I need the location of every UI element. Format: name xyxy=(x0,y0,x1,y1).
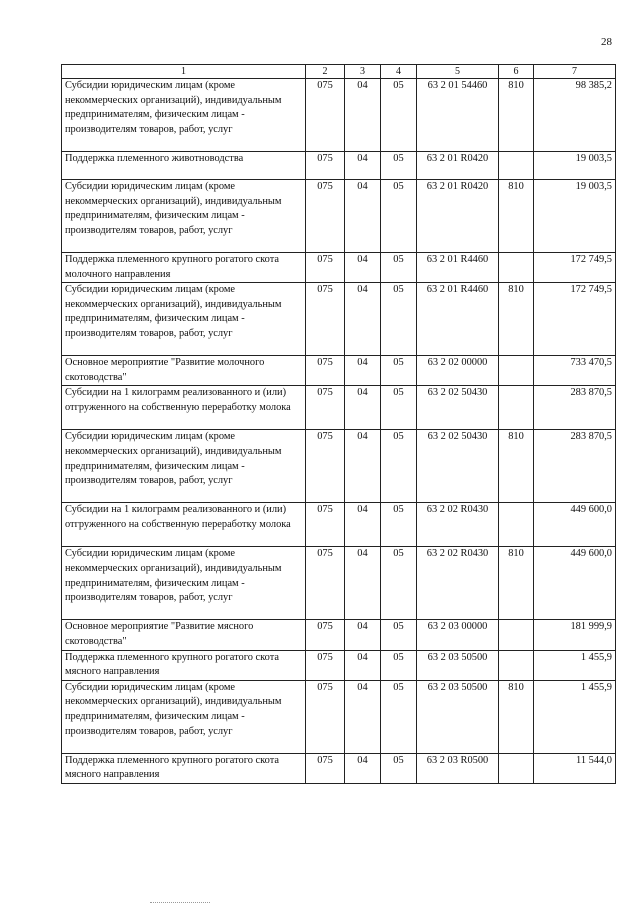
row-name-cell: Субсидии юридическим лицам (кроме некоммерческих организаций), индивидуальным предпринимателям, физическим лицам - производителям товаров, работ, услуг xyxy=(62,180,306,253)
row-col5-cell: 63 2 02 R0430 xyxy=(417,503,499,547)
column-header: 2 xyxy=(306,65,345,79)
row-name-cell: Субсидии на 1 килограмм реализованного и (или) отгруженного на собственную переработку молока xyxy=(62,386,306,430)
row-col3-cell: 04 xyxy=(345,386,381,430)
row-col4-cell: 05 xyxy=(381,547,417,620)
table-row xyxy=(62,503,616,547)
row-col6-cell: 810 xyxy=(499,547,534,620)
budget-table xyxy=(61,64,616,784)
row-col6-cell xyxy=(499,650,534,680)
row-col3-cell: 04 xyxy=(345,430,381,503)
row-col7-cell: 283 870,5 xyxy=(534,430,616,503)
table-row xyxy=(62,753,616,783)
row-name-cell: Субсидии на 1 килограмм реализованного и (или) отгруженного на собственную переработку молока xyxy=(62,503,306,547)
row-col2-cell: 075 xyxy=(306,152,345,180)
row-col3-cell: 04 xyxy=(345,680,381,753)
row-col4-cell: 05 xyxy=(381,180,417,253)
table-row xyxy=(62,283,616,356)
row-col2-cell: 075 xyxy=(306,620,345,650)
row-col6-cell xyxy=(499,253,534,283)
row-col6-cell xyxy=(499,503,534,547)
row-name-cell: Поддержка племенного крупного рогатого скота мясного направления xyxy=(62,753,306,783)
row-col2-cell: 075 xyxy=(306,503,345,547)
row-col2-cell: 075 xyxy=(306,283,345,356)
row-col4-cell: 05 xyxy=(381,283,417,356)
row-name-cell: Поддержка племенного животноводства xyxy=(62,152,306,180)
row-col4-cell: 05 xyxy=(381,650,417,680)
row-name-cell: Поддержка племенного крупного рогатого скота молочного направления xyxy=(62,253,306,283)
row-col3-cell: 04 xyxy=(345,650,381,680)
row-col3-cell: 04 xyxy=(345,547,381,620)
row-name-cell: Субсидии юридическим лицам (кроме некоммерческих организаций), индивидуальным предпринимателям, физическим лицам - производителям товаров, работ, услуг xyxy=(62,283,306,356)
row-col5-cell: 63 2 03 50500 xyxy=(417,680,499,753)
row-col5-cell: 63 2 03 50500 xyxy=(417,650,499,680)
row-col4-cell: 05 xyxy=(381,753,417,783)
row-col6-cell xyxy=(499,620,534,650)
row-name-cell: Субсидии юридическим лицам (кроме некоммерческих организаций), индивидуальным предпринимателям, физическим лицам - производителям товаров, работ, услуг xyxy=(62,79,306,152)
row-col5-cell: 63 2 01 R4460 xyxy=(417,283,499,356)
table-row xyxy=(62,650,616,680)
row-col5-cell: 63 2 02 50430 xyxy=(417,430,499,503)
row-name-cell: Субсидии юридическим лицам (кроме некоммерческих организаций), индивидуальным предпринимателям, физическим лицам - производителям товаров, работ, услуг xyxy=(62,680,306,753)
row-col5-cell: 63 2 02 00000 xyxy=(417,356,499,386)
column-header: 1 xyxy=(62,65,306,79)
row-col2-cell: 075 xyxy=(306,253,345,283)
row-col7-cell: 19 003,5 xyxy=(534,180,616,253)
column-header: 7 xyxy=(534,65,616,79)
row-col7-cell: 733 470,5 xyxy=(534,356,616,386)
row-col5-cell: 63 2 01 R0420 xyxy=(417,180,499,253)
row-col5-cell: 63 2 02 R0430 xyxy=(417,547,499,620)
row-col4-cell: 05 xyxy=(381,430,417,503)
row-col2-cell: 075 xyxy=(306,356,345,386)
table-row xyxy=(62,253,616,283)
row-col3-cell: 04 xyxy=(345,620,381,650)
row-col2-cell: 075 xyxy=(306,547,345,620)
row-col3-cell: 04 xyxy=(345,79,381,152)
column-header: 6 xyxy=(499,65,534,79)
column-header: 5 xyxy=(417,65,499,79)
row-name-cell: Субсидии юридическим лицам (кроме некоммерческих организаций), индивидуальным предпринимателям, физическим лицам - производителям товаров, работ, услуг xyxy=(62,430,306,503)
row-col6-cell xyxy=(499,386,534,430)
row-col6-cell xyxy=(499,356,534,386)
row-col5-cell: 63 2 01 R4460 xyxy=(417,253,499,283)
table-row xyxy=(62,386,616,430)
row-col7-cell: 449 600,0 xyxy=(534,503,616,547)
table-row xyxy=(62,152,616,180)
row-col2-cell: 075 xyxy=(306,180,345,253)
row-col5-cell: 63 2 01 R0420 xyxy=(417,152,499,180)
row-name-cell: Основное мероприятие "Развитие мясного скотоводства" xyxy=(62,620,306,650)
row-col3-cell: 04 xyxy=(345,753,381,783)
row-col7-cell: 11 544,0 xyxy=(534,753,616,783)
row-col4-cell: 05 xyxy=(381,79,417,152)
row-col7-cell: 172 749,5 xyxy=(534,253,616,283)
row-col6-cell xyxy=(499,753,534,783)
row-col7-cell: 172 749,5 xyxy=(534,283,616,356)
row-name-cell: Поддержка племенного крупного рогатого скота мясного направления xyxy=(62,650,306,680)
row-col2-cell: 075 xyxy=(306,680,345,753)
row-col2-cell: 075 xyxy=(306,386,345,430)
row-col7-cell: 449 600,0 xyxy=(534,547,616,620)
row-col4-cell: 05 xyxy=(381,356,417,386)
row-col2-cell: 075 xyxy=(306,650,345,680)
row-col7-cell: 283 870,5 xyxy=(534,386,616,430)
row-col2-cell: 075 xyxy=(306,753,345,783)
table-row xyxy=(62,180,616,253)
scan-mark xyxy=(150,902,210,903)
row-col5-cell: 63 2 02 50430 xyxy=(417,386,499,430)
table-row xyxy=(62,79,616,152)
row-col3-cell: 04 xyxy=(345,180,381,253)
row-col2-cell: 075 xyxy=(306,430,345,503)
row-col4-cell: 05 xyxy=(381,152,417,180)
table-row xyxy=(62,356,616,386)
row-col6-cell: 810 xyxy=(499,180,534,253)
row-col4-cell: 05 xyxy=(381,620,417,650)
row-col3-cell: 04 xyxy=(345,253,381,283)
row-col6-cell: 810 xyxy=(499,680,534,753)
table-row xyxy=(62,547,616,620)
table-row xyxy=(62,680,616,753)
row-col3-cell: 04 xyxy=(345,356,381,386)
row-col4-cell: 05 xyxy=(381,386,417,430)
row-col4-cell: 05 xyxy=(381,503,417,547)
header-row xyxy=(62,65,616,79)
row-col6-cell: 810 xyxy=(499,283,534,356)
row-col3-cell: 04 xyxy=(345,152,381,180)
row-name-cell: Основное мероприятие "Развитие молочного скотоводства" xyxy=(62,356,306,386)
row-col5-cell: 63 2 01 54460 xyxy=(417,79,499,152)
column-header: 4 xyxy=(381,65,417,79)
row-col6-cell xyxy=(499,152,534,180)
row-col7-cell: 1 455,9 xyxy=(534,650,616,680)
row-col3-cell: 04 xyxy=(345,503,381,547)
row-col4-cell: 05 xyxy=(381,680,417,753)
row-col6-cell: 810 xyxy=(499,79,534,152)
table-row xyxy=(62,620,616,650)
column-header: 3 xyxy=(345,65,381,79)
table-row xyxy=(62,430,616,503)
row-col6-cell: 810 xyxy=(499,430,534,503)
table-body xyxy=(62,79,616,784)
row-col7-cell: 1 455,9 xyxy=(534,680,616,753)
row-col7-cell: 19 003,5 xyxy=(534,152,616,180)
row-col3-cell: 04 xyxy=(345,283,381,356)
page-number: 28 xyxy=(601,36,612,48)
row-col7-cell: 98 385,2 xyxy=(534,79,616,152)
row-col7-cell: 181 999,9 xyxy=(534,620,616,650)
row-col5-cell: 63 2 03 00000 xyxy=(417,620,499,650)
row-name-cell: Субсидии юридическим лицам (кроме некоммерческих организаций), индивидуальным предпринимателям, физическим лицам - производителям товаров, работ, услуг xyxy=(62,547,306,620)
row-col5-cell: 63 2 03 R0500 xyxy=(417,753,499,783)
row-col4-cell: 05 xyxy=(381,253,417,283)
row-col2-cell: 075 xyxy=(306,79,345,152)
